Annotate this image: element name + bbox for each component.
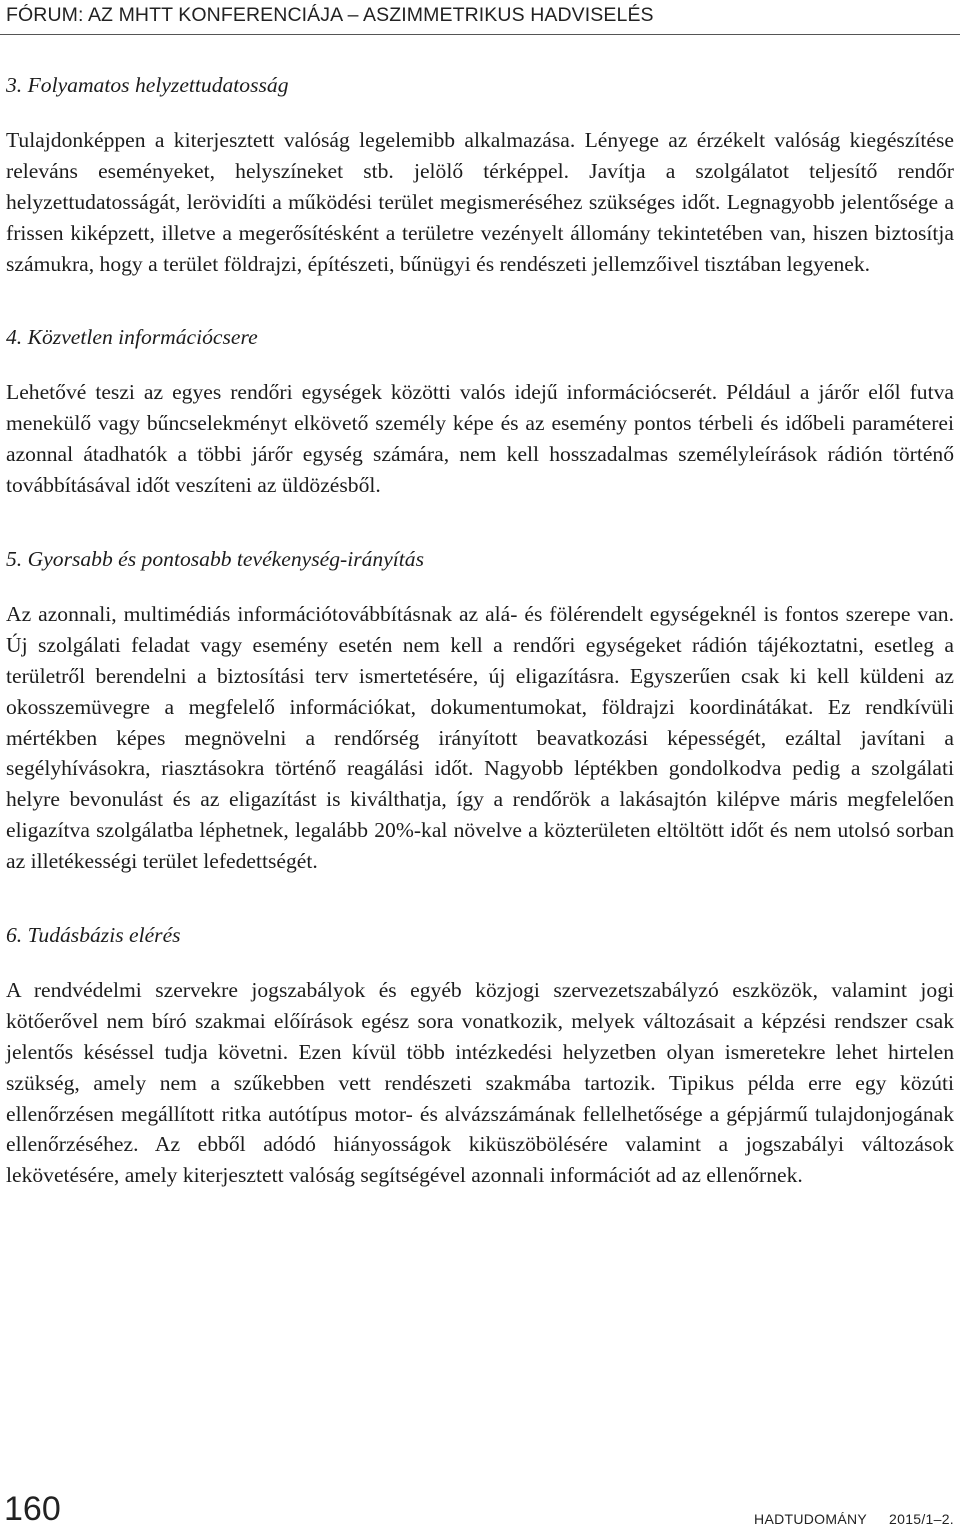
section-paragraph: Az azonnali, multimédiás információtovábbításnak az alá- és fölérendelt egységeknél is fontos szerepe van. Új szolgálati feladat vagy esemény esetén nem kell a rendőri egységeket rádión tájékoztatni, esetleg a területről berendelni a biztosítási terv ismertetésére, új eligazításra. Egyszerűen csak ki kell küldeni az okosszemüvegre a megfelelő információkat, dokumentumokat, földrajzi koordinátákat. Ez rendkívüli mértékben képes megnövelni a rendőrség irányított beavatkozási képességét, ezáltal javítani a segélyhívásokra, riasztásokra történő reagálási időt. Nagyobb léptékben gondolkodva pedig a szolgálati helyre bevonulást és az eligazítást is kiválthatja, így a rendőrök a lakásajtón kilépve máris megfelelően eligazítva szolgálatba léphetnek, legalább 20%-kal növelve a közterületen eltöltött időt és nem utolsó sorban az illetékességi terület lefedettségét. bbox=[6, 601, 954, 874]
section-5 bbox=[6, 544, 954, 877]
section-paragraph: Tulajdonképpen a kiterjesztett valóság legelemibb alkalmazása. Lényege az érzékelt valóság kiegészítése releváns eseményeket, helyszíneket stb. jelölő térképpel. Javítja a szolgálatot teljesítő rendőr helyzettudatosságát, lerövidíti a működési terület megismeréséhez szükséges időt. Legnagyobb jelentősége a frissen kiképzett, illetve a megerősítésként a területre vezényelt állomány tekintetében van, hiszen biztosítja számukra, hogy a terület földrajzi, építészeti, bűnügyi és rendészeti jellemzőivel tisztában legyenek. bbox=[6, 127, 954, 276]
journal-info bbox=[732, 1511, 954, 1527]
section-heading: 3. Folyamatos helyzettudatosság bbox=[6, 73, 289, 97]
journal-issue: 2015/1–2. bbox=[889, 1511, 954, 1527]
section-paragraph: Lehetővé teszi az egyes rendőri egységek közötti valós idejű információcserét. Például a járőr elől futva menekülő vagy bűncselekményt elkövető személy képe és az esemény pontos térbeli és időbeli paraméterei azonnal átadhatók a többi járőr egység számára, nem kell hosszadalmas személyleírások rádión történő továbbításával időt veszíteni az üldözésből. bbox=[6, 380, 954, 498]
running-header: FÓRUM: AZ MHTT KONFERENCIÁJA – ASZIMMETRIKUS HADVISELÉS bbox=[6, 4, 654, 26]
section-3 bbox=[6, 70, 954, 279]
page-number: 160 bbox=[4, 1490, 61, 1528]
section-4 bbox=[6, 322, 954, 501]
section-heading: 6. Tudásbázis elérés bbox=[6, 923, 181, 948]
journal-name: HADTUDOMÁNY bbox=[754, 1511, 868, 1527]
section-heading: 5. Gyorsabb és pontosabb tevékenység-irányítás bbox=[6, 546, 424, 571]
section-6 bbox=[6, 920, 954, 1191]
header-rule bbox=[0, 34, 960, 35]
article-body bbox=[6, 70, 954, 1234]
section-heading: 4. Közvetlen információcsere bbox=[6, 325, 258, 350]
section-paragraph: A rendvédelmi szervekre jogszabályok és egyéb közjogi szervezetszabályzó eszközök, valamint jogi kötőerővel nem bíró szakmai előírások egész sora vonatkozik, melyek változásait a képzési rendszer csak jelentős késéssel tudja követni. Ezen kívül több intézkedési helyzetben olyan ismeretekre lehet hirtelen szükség, amely nem a szűkebben vett rendészeti szakmába tartozik. Tipikus példa erre egy közúti ellenőrzésen megállított ritka autótípus motor- és alvázszámának fellelhetősége a gépjármű tulajdonjogának ellenőrzéséhez. Az ebből adódó hiányosságok kiküszöbölésére valamint a jogszabályi változások lekövetésére, amely kiterjesztett valóság segítségével azonnali információt ad az ellenőrnek. bbox=[6, 977, 954, 1188]
